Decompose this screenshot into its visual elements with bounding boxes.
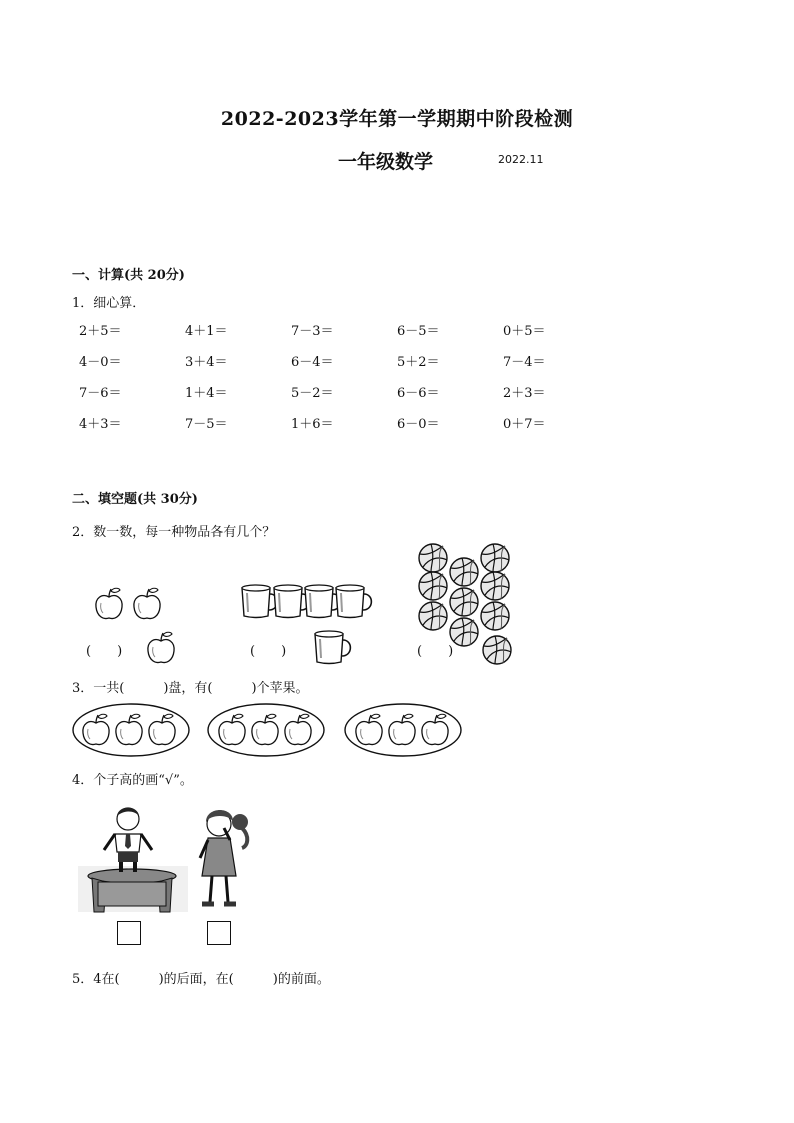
answer-blank-volleyballs[interactable]: ( ) [417,644,454,659]
calc-problem: 7－3＝ [291,324,334,339]
volleyball-icon [450,558,478,586]
volleyball-icon [419,602,447,630]
question-1-label: 1．细心算． [72,296,146,311]
volleyball-icon [419,544,447,572]
calc-problem: 6－0＝ [397,417,440,432]
calc-problem: 2＋3＝ [503,386,546,401]
calculation-grid [79,322,609,435]
plate [208,704,324,756]
calc-problem: 7－4＝ [503,355,546,370]
apple-icon [134,588,160,618]
calc-problem: 1＋4＝ [185,386,228,401]
page-subtitle: 一年级数学 [338,151,434,173]
calc-problem: 6－4＝ [291,355,334,370]
calc-problem: 5＋2＝ [397,355,440,370]
plate [73,704,189,756]
apple-icon [148,632,174,662]
cup-icon [315,631,350,664]
calc-problem: 2＋5＝ [79,324,122,339]
calc-problem: 7－6＝ [79,386,122,401]
volleyball-icon [419,572,447,600]
volleyball-icon [481,544,509,572]
apple-icon [96,588,122,618]
calc-problem: 1＋6＝ [291,417,334,432]
question-2-label: 2．数一数，每一种物品各有几个？ [72,525,276,540]
calc-problem: 4＋1＝ [185,324,228,339]
question-5-label: 5．4在( )的后面，在( )的前面。 [72,972,330,987]
question-3-label: 3．一共( )盘，有( )个苹果。 [72,681,309,696]
volleyball-icon [481,572,509,600]
answer-blank-apples[interactable]: ( ) [86,644,123,659]
answer-blank-cups[interactable]: ( ) [250,644,287,659]
section-2-heading: 二、填空题(共 30分) [72,492,198,507]
children-illustration [70,800,270,920]
calc-problem: 6－5＝ [397,324,440,339]
girl-checkbox[interactable] [207,921,231,945]
boy-checkbox[interactable] [117,921,141,945]
girl-figure [200,810,248,904]
cup-icon [305,585,340,618]
volleyball-icon [483,636,511,664]
boy-on-stool-figure [78,808,188,912]
section-1-heading: 一、计算(共 20分) [72,268,185,283]
calc-problem: 4－0＝ [79,355,122,370]
calc-problem: 5－2＝ [291,386,334,401]
plates-illustration [0,700,794,760]
exam-date: 2022.11 [498,153,544,166]
question-4-label: 4．个子高的画“√”。 [72,773,193,788]
calc-problem: 7－5＝ [185,417,228,432]
plate [345,704,461,756]
calc-problem: 0＋7＝ [503,417,546,432]
cup-icon [274,585,309,618]
volleyball-icon [481,602,509,630]
page-title: 2022-2023学年第一学期期中阶段检测 [220,108,574,130]
volleyball-icon [450,588,478,616]
calc-problem: 6－6＝ [397,386,440,401]
calc-problem: 4＋3＝ [79,417,122,432]
cup-icon [336,585,371,618]
volleyball-icon [450,618,478,646]
cup-icon [242,585,277,618]
calc-problem: 0＋5＝ [503,324,546,339]
calc-problem: 3＋4＝ [185,355,228,370]
